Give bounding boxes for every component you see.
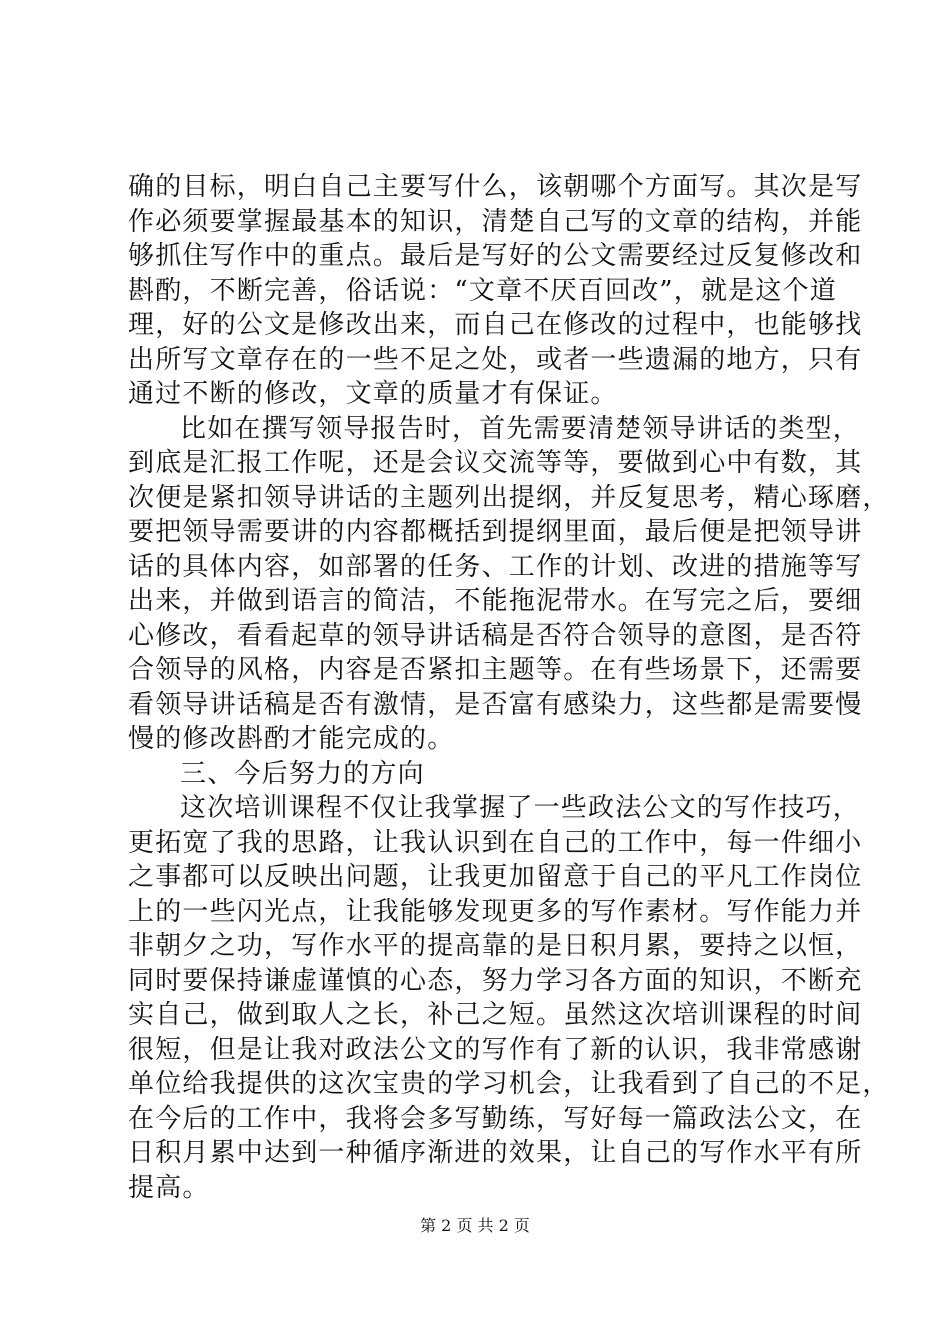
text-line: 话的具体内容，如部署的任务、工作的计划、改进的措施等写 (128, 551, 863, 582)
text-line: 实自己，做到取人之长，补己之短。虽然这次培训课程的时间 (128, 1000, 863, 1030)
text-line: 到底是汇报工作呢，还是会议交流等等，要做到心中有数，其 (128, 448, 863, 478)
text-line: 次便是紧扣领导讲话的主题列出提纲，并反复思考，精心琢磨， (128, 482, 890, 513)
text-line: 出来，并做到语言的简洁，不能拖泥带水。在写完之后，要细 (128, 586, 863, 616)
page-number-footer: 第 2 页 共 2 页 (420, 1216, 530, 1235)
paragraph-continued (128, 170, 863, 412)
text-line: 要把领导需要讲的内容都概括到提纲里面，最后便是把领导讲 (128, 517, 863, 547)
text-line: 同时要保持谦虚谨慎的心态，努力学习各方面的知识，不断充 (128, 965, 863, 996)
text-line: 非朝夕之功，写作水平的提高靠的是日积月累，要持之以恒， (128, 931, 863, 961)
text-line: 在今后的工作中，我将会多写勤练，写好每一篇政法公文，在 (128, 1103, 863, 1134)
text-line: 理，好的公文是修改出来，而自己在修改的过程中，也能够找 (128, 310, 863, 340)
text-line: 比如在撰写领导报告时，首先需要清楚领导讲话的类型， (180, 413, 861, 444)
text-line: 出所写文章存在的一些不足之处，或者一些遗漏的地方，只有 (128, 344, 863, 375)
text-line: 够抓住写作中的重点。最后是写好的公文需要经过反复修改和 (128, 241, 863, 271)
paragraph-example (128, 412, 890, 757)
text-line: 通过不断的修改，文章的质量才有保证。 (128, 379, 618, 409)
text-line: 更拓宽了我的思路，让我认识到在自己的工作中，每一件细小 (128, 827, 863, 858)
text-line: 确的目标，明白自己主要写什么，该朝哪个方面写。其次是写 (128, 172, 863, 202)
paragraph-future (128, 791, 890, 1205)
section-heading (128, 757, 828, 792)
text-line: 慢的修改斟酌才能完成的。 (128, 724, 455, 754)
text-line: 心修改，看看起草的领导讲话稿是否符合领导的意图，是否符 (128, 620, 863, 651)
text-line: 日积月累中达到一种循序渐进的效果，让自己的写作水平有所 (128, 1138, 863, 1168)
text-line: 看领导讲话稿是否有激情，是否富有感染力，这些都是需要慢 (128, 689, 863, 720)
text-line: 作必须要掌握最基本的知识，清楚自己写的文章的结构，并能 (128, 206, 863, 237)
heading-text: 三、今后努力的方向 (180, 758, 425, 789)
text-line: 之事都可以反映出问题，让我更加留意于自己的平凡工作岗位 (128, 862, 863, 892)
text-line: 这次培训课程不仅让我掌握了一些政法公文的写作技巧， (180, 793, 861, 823)
document-body (128, 170, 890, 1205)
text-line: 合领导的风格，内容是否紧扣主题等。在有些场景下，还需要 (128, 655, 863, 685)
text-line: 很短，但是让我对政法公文的写作有了新的认识，我非常感谢 (128, 1034, 863, 1065)
text-line: 斟酌，不断完善，俗话说：“文章不厌百回改”，就是这个道 (128, 275, 837, 306)
text-line: 单位给我提供的这次宝贵的学习机会，让我看到了自己的不足， (128, 1069, 890, 1099)
text-line: 上的一些闪光点，让我能够发现更多的写作素材。写作能力并 (128, 896, 863, 927)
text-line: 提高。 (128, 1172, 210, 1203)
